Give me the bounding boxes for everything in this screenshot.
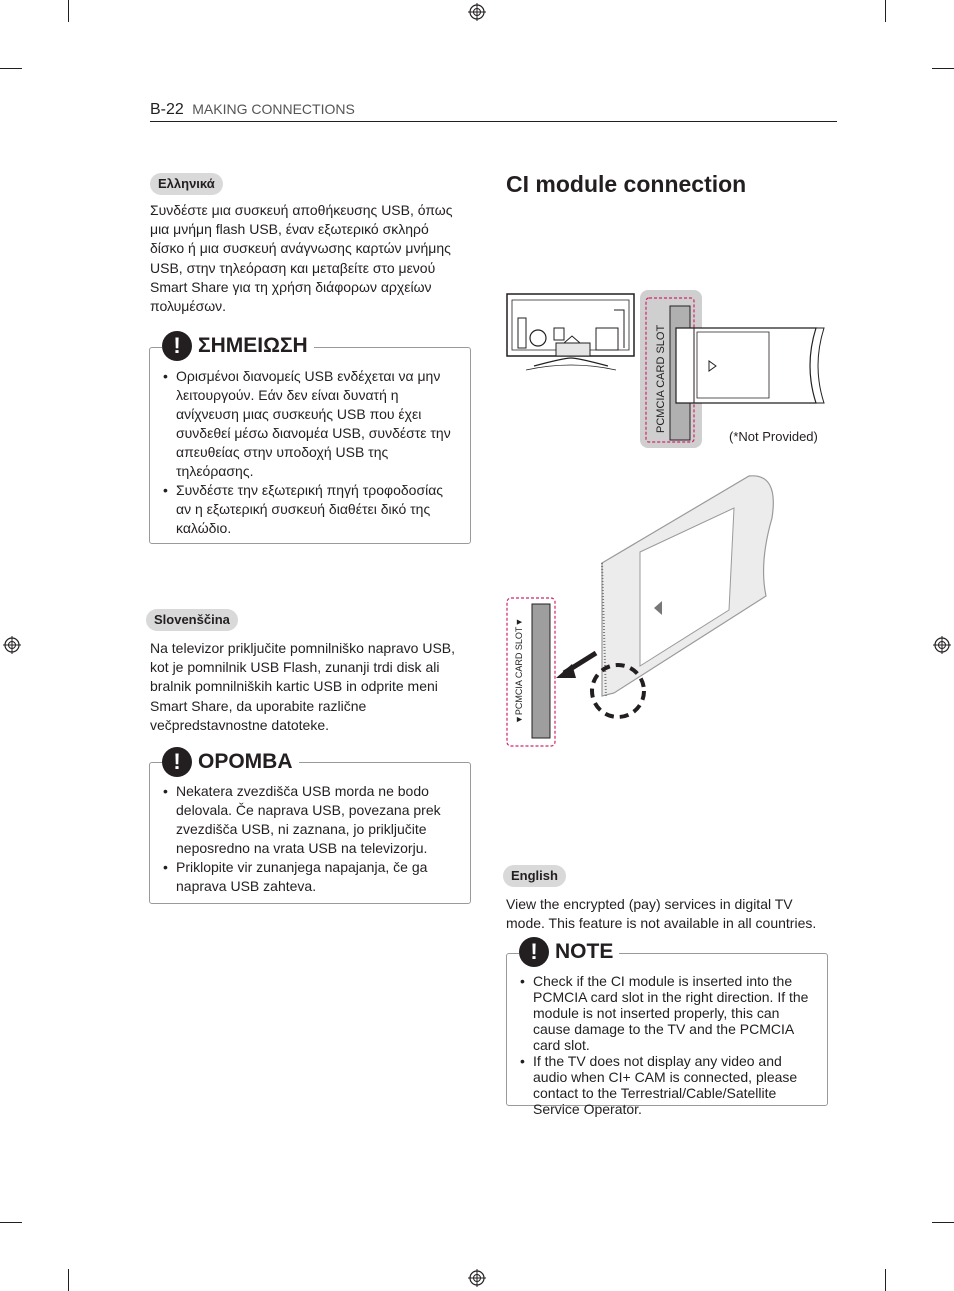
list-item: • Συνδέστε την εξωτερική πηγή τροφοδοσίας αν η εξωτερική συσκευή διαθέτει δικό της καλώδιο. (161, 481, 457, 538)
list-item: • Nekatera zvezdišča USB morda ne bodo delovala. Če naprava USB, povezana prek zvezdišča USB, ni zaznana, jo priključite neposredno na vrata USB na televizorju. (161, 782, 457, 858)
header-rule (150, 121, 837, 122)
crop-mark (885, 1269, 886, 1291)
page-header (150, 101, 355, 119)
crop-mark (885, 0, 886, 22)
exclamation-icon: ! (162, 331, 192, 361)
registration-mark-icon (468, 3, 486, 21)
language-badge-greek: Ελληνικά (150, 173, 223, 195)
exclamation-icon: ! (162, 747, 192, 777)
greek-body: Συνδέστε μια συσκευή αποθήκευσης USB, όπως μια μνήμη flash USB, έναν εξωτερικό σκληρό δίσκο ή μια συσκευή ανάγνωσης καρτών μνήμης USB, στην τηλεόραση και μεταβείτε στο μενού Smart Share για τη χρήση διάφορων αρχείων πολυμέσων. (150, 202, 453, 315)
language-badge-slovenian: Slovenščina (146, 609, 238, 631)
registration-mark-icon (3, 636, 21, 654)
section-name: MAKING CONNECTIONS (192, 101, 355, 117)
greek-note-list (161, 367, 457, 538)
slovenian-body: Na televizor priključite pomnilniško napravo USB, kot je pomnilnik USB Flash, zunanji trdi disk ali bralnik pomnilniških kartic USB in odprite meni Smart Share, da uporabite različne večpredstavnostne datoteke. (150, 640, 456, 733)
english-body: View the encrypted (pay) services in digital TV mode. This feature is not available in all countries. (506, 896, 817, 932)
list-item: • If the TV does not display any video and audio when CI+ CAM is connected, please contact to the Terrestrial/Cable/Satellite Service Operator. (518, 1053, 816, 1117)
slovenian-note-header (162, 747, 299, 777)
slot-label: ▼PCMCIA CARD SLOT▼ (514, 617, 524, 724)
registration-mark-icon (468, 1269, 486, 1287)
crop-mark (0, 1222, 22, 1223)
greek-note-header (162, 331, 314, 361)
crop-mark (0, 68, 22, 69)
page-title: CI module connection (506, 171, 747, 197)
slot-label: PCMCIA CARD SLOT (655, 324, 667, 433)
english-note-list (518, 973, 816, 1117)
crop-mark (68, 0, 69, 22)
crop-mark (68, 1269, 69, 1291)
list-item: • Check if the CI module is inserted into the PCMCIA card slot in the right direction. If the module is not inserted properly, this can cause damage to the TV and the PCMCIA card slot. (518, 973, 816, 1053)
list-item: • Priklopite vir zunanjega napajanja, če ga naprava USB zahteva. (161, 858, 457, 896)
registration-mark-icon (933, 636, 951, 654)
page-number: B-22 (150, 101, 184, 118)
exclamation-icon: ! (519, 937, 549, 967)
english-note-header (519, 937, 619, 967)
list-item: • Ορισμένοι διανομείς USB ενδέχεται να μην λειτουργούν. Εάν δεν είναι δυνατή η ανίχνευση μιας συσκευής USB που έχει συνδεθεί μέσω διανομέα USB, συνδέστε την απευθείας στην υποδοχή USB της τηλεόρασης. (161, 367, 457, 481)
english-note-title: NOTE (555, 940, 614, 963)
not-provided-label: (*Not Provided) (729, 429, 818, 444)
crop-mark (932, 1222, 954, 1223)
greek-note-title: ΣΗΜΕΙΩΣΗ (198, 334, 308, 357)
slovenian-note-title: OPOMBA (198, 750, 293, 773)
slovenian-note-list (161, 782, 457, 896)
crop-mark (932, 68, 954, 69)
card-insertion-diagram (504, 468, 794, 753)
language-badge-english: English (503, 865, 566, 887)
